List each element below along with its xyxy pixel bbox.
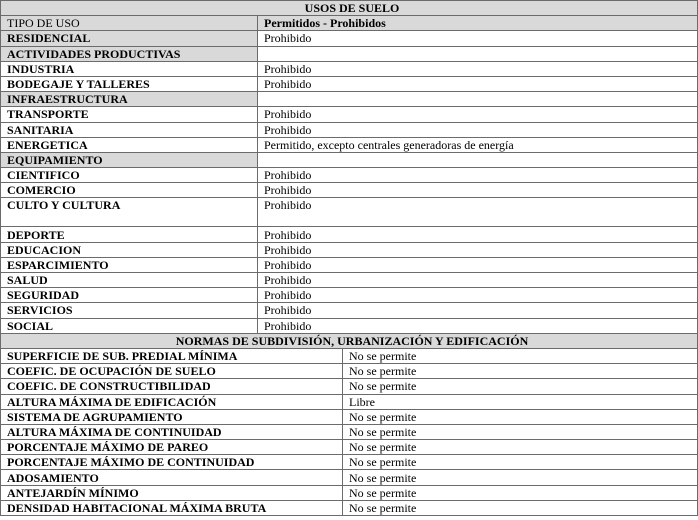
table-row: [1, 318, 698, 333]
table-row: [1, 455, 698, 470]
row-label: RESIDENCIAL: [1, 31, 258, 46]
section-label: INFRAESTRUCTURA: [1, 92, 258, 107]
row-value: Prohibido: [258, 122, 698, 137]
row-label: COMERCIO: [1, 183, 258, 198]
table-row: [1, 379, 698, 394]
row-value: No se permite: [343, 409, 698, 424]
row-value: Prohibido: [258, 183, 698, 198]
row-label: PORCENTAJE MÁXIMO DE PAREO: [1, 440, 343, 455]
row-label: SISTEMA DE AGRUPAMIENTO: [1, 409, 343, 424]
row-label: COEFIC. DE CONSTRUCTIBILIDAD: [1, 379, 343, 394]
table-row: [1, 485, 698, 500]
row-value: No se permite: [343, 424, 698, 439]
row-value: Prohibido: [258, 168, 698, 183]
table-row: [1, 303, 698, 318]
row-value: Prohibido: [258, 288, 698, 303]
row-value: No se permite: [343, 455, 698, 470]
row-value: [258, 152, 698, 167]
row-value: Prohibido: [258, 257, 698, 272]
row-label: SALUD: [1, 273, 258, 288]
table-row: [1, 500, 698, 515]
table-row: [1, 122, 698, 137]
table-row: [1, 409, 698, 424]
row-label: PORCENTAJE MÁXIMO DE CONTINUIDAD: [1, 455, 343, 470]
row-value: Prohibido: [258, 303, 698, 318]
row-label: DENSIDAD HABITACIONAL MÁXIMA BRUTA: [1, 500, 343, 515]
row-value: Prohibido: [258, 318, 698, 333]
row-label: ADOSAMIENTO: [1, 470, 343, 485]
row-value: Prohibido: [258, 273, 698, 288]
row-value: Prohibido: [258, 31, 698, 46]
table-row: [1, 273, 698, 288]
table-row: [1, 288, 698, 303]
table-row: [1, 424, 698, 439]
row-label: SEGURIDAD: [1, 288, 258, 303]
row-label: CULTO Y CULTURA: [1, 198, 258, 227]
row-value: Libre: [343, 394, 698, 409]
table-row: [1, 257, 698, 272]
row-label: BODEGAJE Y TALLERES: [1, 76, 258, 91]
row-value: No se permite: [343, 440, 698, 455]
table-row: [1, 76, 698, 91]
row-label: EDUCACION: [1, 242, 258, 257]
table-row: [1, 168, 698, 183]
table-row: [1, 183, 698, 198]
table-row: [1, 470, 698, 485]
row-value: Prohibido: [258, 198, 698, 227]
row-label: CIENTIFICO: [1, 168, 258, 183]
row-label: SOCIAL: [1, 318, 258, 333]
row-label: ENERGETICA: [1, 137, 258, 152]
row-value: No se permite: [343, 348, 698, 363]
table-row: [1, 227, 698, 242]
row-value: Prohibido: [258, 227, 698, 242]
row-label: ALTURA MÁXIMA DE EDIFICACIÓN: [1, 394, 343, 409]
table-row: [1, 364, 698, 379]
row-label: SERVICIOS: [1, 303, 258, 318]
table-row: [1, 348, 698, 363]
row-label: COEFIC. DE OCUPACIÓN DE SUELO: [1, 364, 343, 379]
row-value: Prohibido: [258, 61, 698, 76]
row-label: TRANSPORTE: [1, 107, 258, 122]
table-row: [1, 198, 698, 227]
row-value: Prohibido: [258, 242, 698, 257]
col-header-tipo: TIPO DE USO: [1, 16, 258, 31]
row-label: ESPARCIMIENTO: [1, 257, 258, 272]
table-row: [1, 152, 698, 167]
row-value: No se permite: [343, 379, 698, 394]
table-row: [1, 92, 698, 107]
row-label: DEPORTE: [1, 227, 258, 242]
row-value: [258, 46, 698, 61]
row-value: Prohibido: [258, 76, 698, 91]
table-row: [1, 31, 698, 46]
row-value: No se permite: [343, 470, 698, 485]
row-value: [258, 92, 698, 107]
row-label: SUPERFICIE DE SUB. PREDIAL MÍNIMA: [1, 348, 343, 363]
row-value: No se permite: [343, 485, 698, 500]
usos-title: USOS DE SUELO: [1, 1, 698, 16]
row-label: ANTEJARDÍN MÍNIMO: [1, 485, 343, 500]
row-value: No se permite: [343, 364, 698, 379]
row-label: INDUSTRIA: [1, 61, 258, 76]
row-label: SANITARIA: [1, 122, 258, 137]
section-label: ACTIVIDADES PRODUCTIVAS: [1, 46, 258, 61]
table-row: [1, 137, 698, 152]
table-row: [1, 61, 698, 76]
normas-title: NORMAS DE SUBDIVISIÓN, URBANIZACIÓN Y EDIFICACIÓN: [1, 333, 698, 348]
row-value: Permitido, excepto centrales generadoras de energía: [258, 137, 698, 152]
table-row: [1, 440, 698, 455]
table-row: [1, 242, 698, 257]
col-header-permitidos: Permitidos - Prohibidos: [258, 16, 698, 31]
row-value: No se permite: [343, 500, 698, 515]
table-row: [1, 394, 698, 409]
row-value: Prohibido: [258, 107, 698, 122]
table-row: [1, 107, 698, 122]
row-label: ALTURA MÁXIMA DE CONTINUIDAD: [1, 424, 343, 439]
table-row: [1, 46, 698, 61]
section-label: EQUIPAMIENTO: [1, 152, 258, 167]
